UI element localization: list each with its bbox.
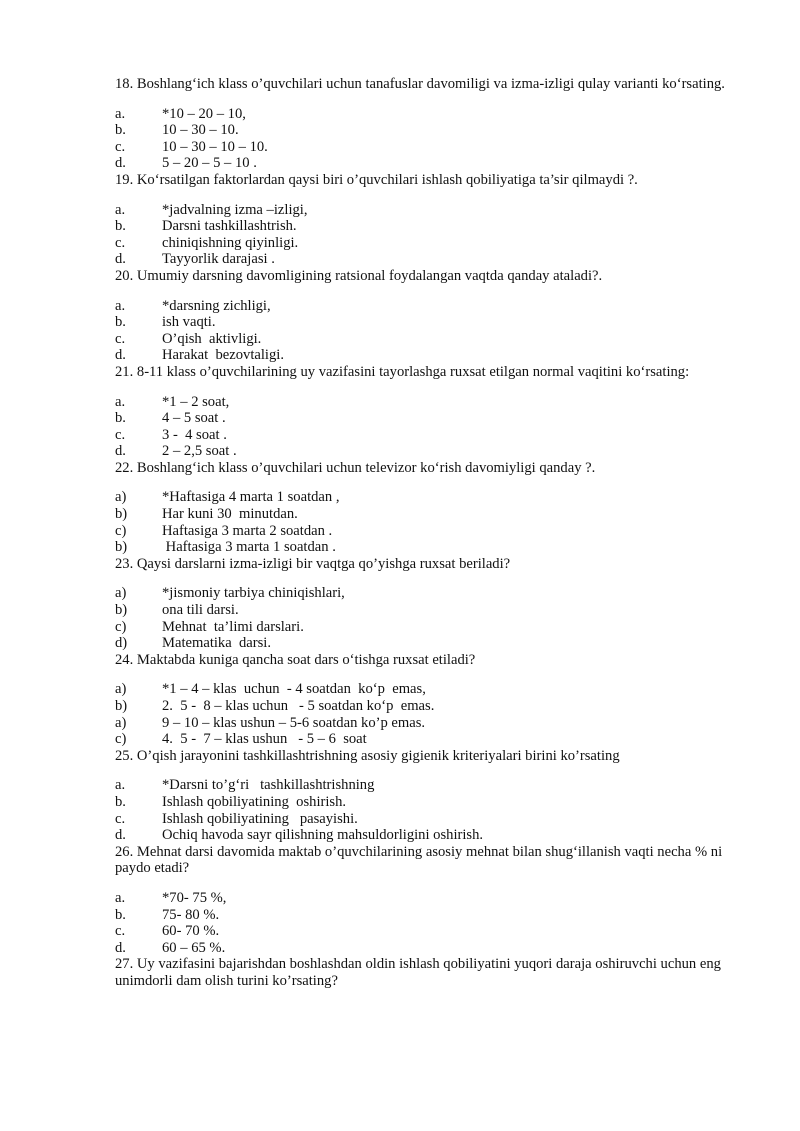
question-block (115, 556, 725, 652)
option-text: *10 – 20 – 10, (162, 105, 246, 122)
option-text: 4 – 5 soat . (162, 410, 226, 427)
answer-option (115, 602, 725, 619)
option-label: d) (115, 635, 128, 652)
option-label: c. (115, 138, 126, 155)
answer-option (115, 155, 725, 172)
answer-option (115, 394, 725, 411)
question-list (115, 76, 725, 990)
question-block (115, 956, 725, 989)
option-label: c. (115, 923, 126, 940)
spacer (115, 877, 725, 890)
option-label: b) (115, 506, 128, 523)
option-label: c) (115, 618, 127, 635)
option-label: d. (115, 827, 126, 844)
question-block (115, 268, 725, 364)
question-block (115, 652, 725, 748)
option-label: a. (115, 105, 126, 122)
question-block (115, 76, 725, 172)
question-block (115, 844, 725, 957)
option-text: Darsni tashkillashtrish. (162, 218, 297, 235)
answer-option (115, 907, 725, 924)
option-label: d. (115, 251, 126, 268)
answer-option (115, 331, 725, 348)
option-label: b. (115, 122, 126, 139)
option-text: Ishlash qobiliyatining pasayishi. (162, 810, 358, 827)
option-text: *jadvalning izma –izligi, (162, 201, 308, 218)
question-text: 26. Mehnat darsi davomida maktab o’quvchilarining asosiy mehnat bilan shug‘illanish vaqti necha % ni paydo etadi? (115, 843, 723, 877)
question-block (115, 364, 725, 460)
answer-option (115, 489, 725, 506)
spacer (115, 93, 725, 106)
option-text: Haftasiga 3 marta 1 soatdan . (162, 539, 336, 556)
option-label: d. (115, 347, 126, 364)
option-text: *jismoniy tarbiya chiniqishlari, (162, 585, 345, 602)
spacer (115, 572, 725, 585)
answer-option (115, 890, 725, 907)
question-text: 22. Boshlang‘ich klass o’quvchilari uchun televizor ko‘rish davomiyligi qanday ?. (115, 459, 596, 476)
answer-option (115, 698, 725, 715)
spacer (115, 285, 725, 298)
option-label: a) (115, 681, 127, 698)
option-text: Matematika darsi. (162, 635, 272, 652)
option-text: 9 – 10 – klas ushun – 5-6 soatdan ko’p emas. (162, 714, 426, 731)
option-text: chiniqishning qiyinligi. (162, 234, 299, 251)
question-text: 19. Ko‘rsatilgan faktorlardan qaysi biri o’quvchilari ishlash qobiliyatiga ta’sir qilmaydi ?. (115, 171, 638, 188)
answer-option (115, 410, 725, 427)
option-text: Ishlash qobiliyatining oshirish. (162, 793, 347, 810)
answer-option (115, 443, 725, 460)
question-text: 25. O’qish jarayonini tashkillashtrishning asosiy gigienik kriteriyalari birini ko’rsating (115, 747, 620, 764)
answer-option (115, 218, 725, 235)
option-label: a. (115, 889, 126, 906)
option-label: a) (115, 714, 127, 731)
option-label: a. (115, 201, 126, 218)
option-label: a) (115, 489, 127, 506)
option-text: O’qish aktivligi. (162, 330, 262, 347)
answer-option (115, 314, 725, 331)
option-text: 3 - 4 soat . (162, 426, 227, 443)
question-text: 24. Maktabda kuniga qancha soat dars o‘tishga ruxsat etiladi? (115, 651, 476, 668)
option-label: c) (115, 731, 127, 748)
answer-option (115, 106, 725, 123)
option-label: c. (115, 426, 126, 443)
option-text: ona tili darsi. (162, 602, 239, 619)
spacer (115, 476, 725, 489)
spacer (115, 381, 725, 394)
option-label: a. (115, 777, 126, 794)
option-label: c. (115, 234, 126, 251)
answer-option (115, 619, 725, 636)
option-text: 2 – 2,5 soat . (162, 443, 237, 460)
option-label: c. (115, 810, 126, 827)
answer-option (115, 794, 725, 811)
option-label: d. (115, 939, 126, 956)
answer-option (115, 715, 725, 732)
answer-option (115, 427, 725, 444)
option-text: Ochiq havoda sayr qilishning mahsuldorligini oshirish. (162, 827, 484, 844)
option-text: 75- 80 %. (162, 906, 220, 923)
option-text: Mehnat ta’limi darslari. (162, 618, 304, 635)
option-label: b. (115, 793, 126, 810)
answer-option (115, 202, 725, 219)
answer-option (115, 923, 725, 940)
question-text: 27. Uy vazifasini bajarishdan boshlashdan oldin ishlash qobiliyatini yuqori daraja oshiruvchi uchun eng unimdorli dam olish turini ko’rsating? (115, 956, 721, 989)
spacer (115, 189, 725, 202)
option-text: *70- 75 %, (162, 889, 227, 906)
option-label: b. (115, 218, 126, 235)
answer-option (115, 827, 725, 844)
option-label: b) (115, 602, 128, 619)
spacer (115, 764, 725, 777)
option-text: Harakat bezovtaligi. (162, 347, 284, 364)
option-text: *1 – 4 – klas uchun - 4 soatdan ko‘p emas, (162, 681, 426, 698)
question-text: 23. Qaysi darslarni izma-izligi bir vaqtga qo’yishga ruxsat beriladi? (115, 555, 511, 572)
answer-option (115, 539, 725, 556)
question-block (115, 172, 725, 268)
option-label: a. (115, 297, 126, 314)
answer-option (115, 506, 725, 523)
option-label: b. (115, 314, 126, 331)
option-label: a. (115, 393, 126, 410)
option-text: *Haftasiga 4 marta 1 soatdan , (162, 489, 340, 506)
option-label: c. (115, 330, 126, 347)
option-text: 5 – 20 – 5 – 10 . (162, 155, 257, 172)
option-text: ish vaqti. (162, 314, 216, 331)
option-text: 60- 70 %. (162, 923, 220, 940)
question-block (115, 748, 725, 844)
answer-option (115, 235, 725, 252)
option-text: 4. 5 - 7 – klas ushun - 5 – 6 soat (162, 731, 367, 748)
option-label: b. (115, 906, 126, 923)
option-text: *1 – 2 soat, (162, 393, 230, 410)
option-text: Har kuni 30 minutdan. (162, 506, 298, 523)
question-text: 20. Umumiy darsning davomligining ratsional foydalangan vaqtda qanday ataladi?. (115, 267, 603, 284)
answer-option (115, 777, 725, 794)
option-text: Tayyorlik darajasi . (162, 251, 275, 268)
option-text: *Darsni to’g‘ri tashkillashtrishning (162, 777, 375, 794)
option-text: Haftasiga 3 marta 2 soatdan . (162, 522, 333, 539)
option-label: b) (115, 698, 128, 714)
option-text: *darsning zichligi, (162, 297, 271, 314)
answer-option (115, 681, 725, 698)
question-text: 21. 8-11 klass o’quvchilarining uy vazifasini tayorlashga ruxsat etilgan normal vaqitini ko‘rsating: (115, 363, 690, 380)
answer-option (115, 940, 725, 957)
option-text: 10 – 30 – 10 – 10. (162, 138, 268, 155)
spacer (115, 668, 725, 681)
answer-option (115, 139, 725, 156)
option-text: 10 – 30 – 10. (162, 122, 239, 139)
option-text: 60 – 65 %. (162, 939, 226, 956)
answer-option (115, 523, 725, 540)
answer-option (115, 585, 725, 602)
option-label: d. (115, 155, 126, 172)
option-label: b) (115, 539, 128, 556)
option-label: d. (115, 443, 126, 460)
option-text: 2. 5 - 8 – klas uchun - 5 soatdan ko‘p emas. (162, 698, 435, 714)
answer-option (115, 731, 725, 748)
question-block (115, 460, 725, 556)
answer-option (115, 298, 725, 315)
answer-option (115, 347, 725, 364)
answer-option (115, 635, 725, 652)
question-text: 18. Boshlang‘ich klass o’quvchilari uchun tanafuslar davomiligi va izma-izligi qulay varianti ko‘rsating. (115, 76, 725, 92)
option-label: b. (115, 410, 126, 427)
option-label: c) (115, 522, 127, 539)
option-label: a) (115, 585, 127, 602)
answer-option (115, 811, 725, 828)
answer-option (115, 122, 725, 139)
answer-option (115, 251, 725, 268)
